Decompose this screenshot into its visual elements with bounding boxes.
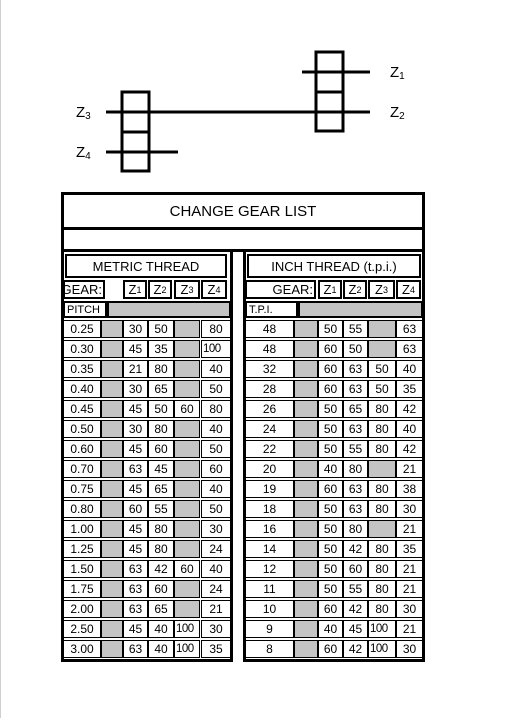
- inch-cell: 45: [343, 620, 368, 638]
- metric-cell: [101, 620, 123, 638]
- inch-cell: 16: [245, 520, 294, 538]
- metric-cell: 63: [123, 460, 148, 478]
- inch-cell: 50: [318, 580, 343, 598]
- inch-cell: 80: [343, 520, 368, 538]
- metric-cell: [174, 460, 200, 478]
- metric-cell: 45: [123, 440, 148, 458]
- inch-cell: 38: [396, 480, 423, 498]
- metric-cell: 30: [123, 420, 148, 438]
- inch-cell: 60: [318, 360, 343, 378]
- metric-cell: [101, 580, 123, 598]
- inch-cell: 63: [396, 320, 423, 338]
- metric-cell: 63: [123, 640, 148, 658]
- inch-cell: [294, 560, 318, 578]
- inch-cell: 48: [245, 320, 294, 338]
- inch-cell: [294, 460, 318, 478]
- metric-cell: [101, 340, 123, 358]
- inch-cell: [294, 500, 318, 518]
- metric-gear-label: GEAR:: [63, 280, 105, 299]
- inch-gear-col-z1: Z 1: [318, 280, 342, 299]
- inch-cell: [294, 360, 318, 378]
- label-z2: $Z_2$: [390, 104, 405, 122]
- inch-gear-col-z4: Z 4: [396, 280, 421, 299]
- metric-cell: 40: [148, 640, 174, 658]
- metric-cell: 45: [123, 400, 148, 418]
- metric-cell: 1.50: [63, 560, 101, 578]
- metric-cell: 0.40: [63, 380, 101, 398]
- metric-cell: [101, 480, 123, 498]
- inch-cell: 80: [368, 580, 396, 598]
- inch-cell: 50: [318, 400, 343, 418]
- metric-cell: 50: [201, 380, 231, 398]
- metric-cell: [101, 540, 123, 558]
- inch-cell: 42: [343, 600, 368, 618]
- inch-cell: [294, 620, 318, 638]
- inch-cell: [294, 520, 318, 538]
- metric-cell: 80: [148, 420, 174, 438]
- metric-cell: [174, 360, 200, 378]
- inch-cell: 80: [368, 420, 396, 438]
- inch-cell: 50: [318, 520, 343, 538]
- metric-grey-band: [107, 301, 231, 318]
- metric-cell: [101, 460, 123, 478]
- metric-cell: 80: [148, 360, 174, 378]
- metric-cell: 45: [123, 620, 148, 638]
- inch-cell: [294, 420, 318, 438]
- inch-cell: 40: [318, 460, 343, 478]
- inch-cell: 40: [318, 620, 343, 638]
- inch-cell: [294, 600, 318, 618]
- inch-cell: [294, 440, 318, 458]
- inch-cell: 50: [318, 560, 343, 578]
- metric-cell: 65: [148, 380, 174, 398]
- label-z1: $Z_1$: [390, 64, 405, 82]
- metric-cell: [174, 440, 200, 458]
- inch-cell: 60: [318, 340, 343, 358]
- inch-cell: 42: [396, 400, 423, 418]
- inch-cell: 60: [318, 600, 343, 618]
- inch-cell: 80: [368, 560, 396, 578]
- inch-grey-band: [298, 301, 423, 318]
- metric-cell: 63: [123, 560, 148, 578]
- metric-cell: 24: [201, 540, 231, 558]
- metric-cell: 63: [123, 580, 148, 598]
- inch-cell: [294, 580, 318, 598]
- metric-cell: 40: [201, 560, 231, 578]
- inch-cell: 32: [245, 360, 294, 378]
- inch-cell: 42: [343, 540, 368, 558]
- inch-cell: 63: [343, 360, 368, 378]
- inch-cell: 9: [245, 620, 294, 638]
- inch-cell: 40: [396, 420, 423, 438]
- metric-cell: 60: [123, 500, 148, 518]
- metric-cell: 65: [148, 480, 174, 498]
- table-spacer: [61, 230, 425, 252]
- inch-cell: 21: [396, 580, 423, 598]
- metric-cell: 0.70: [63, 460, 101, 478]
- inch-cell: 50: [318, 440, 343, 458]
- inch-cell: 42: [396, 440, 423, 458]
- inch-cell: 60: [343, 560, 368, 578]
- metric-cell: 0.35: [63, 360, 101, 378]
- inch-cell: 21: [396, 520, 423, 538]
- inch-thread-header: INCH THREAD (t.p.i.): [247, 254, 421, 278]
- inch-cell: [294, 400, 318, 418]
- metric-cell: 60: [174, 560, 200, 578]
- metric-cell: [101, 600, 123, 618]
- metric-cell: 50: [148, 320, 174, 338]
- metric-cell: [174, 580, 200, 598]
- metric-cell: [101, 360, 123, 378]
- inch-row-label: T.P.I.: [245, 301, 298, 318]
- metric-cell: 0.60: [63, 440, 101, 458]
- inch-cell: 50: [318, 420, 343, 438]
- metric-cell: 35: [148, 340, 174, 358]
- metric-cell: 80: [148, 520, 174, 538]
- inch-cell: [368, 320, 396, 338]
- metric-cell: 0.50: [63, 420, 101, 438]
- metric-cell: 24: [201, 580, 231, 598]
- inch-cell: 63: [396, 340, 423, 358]
- metric-cell: 3.00: [63, 640, 101, 658]
- metric-thread-header: METRIC THREAD: [65, 254, 227, 278]
- metric-cell: 30: [123, 380, 148, 398]
- metric-cell: 1.00: [63, 520, 101, 538]
- inch-cell: 55: [343, 440, 368, 458]
- metric-cell: [174, 540, 200, 558]
- inch-cell: 35: [396, 380, 423, 398]
- inch-cell: 12: [245, 560, 294, 578]
- inch-cell: 26: [245, 400, 294, 418]
- inch-cell: 63: [343, 480, 368, 498]
- metric-cell: 0.30: [63, 340, 101, 358]
- metric-cell: 45: [123, 480, 148, 498]
- inch-cell: 30: [396, 500, 423, 518]
- inch-cell: 50: [368, 360, 396, 378]
- inch-gear-col-z2: Z 2: [343, 280, 367, 299]
- inch-cell: 50: [368, 380, 396, 398]
- inch-cell: [294, 380, 318, 398]
- inch-cell: 80: [368, 500, 396, 518]
- inch-cell: 11: [245, 580, 294, 598]
- metric-cell: 65: [148, 600, 174, 618]
- label-z3: $Z_3$: [76, 104, 91, 122]
- inch-cell: 48: [245, 340, 294, 358]
- metric-cell: 60: [148, 440, 174, 458]
- metric-cell: [174, 340, 200, 358]
- metric-cell: 0.45: [63, 400, 101, 418]
- inch-cell: [294, 640, 318, 658]
- metric-cell: 30: [201, 520, 231, 538]
- metric-cell: [101, 440, 123, 458]
- metric-cell: 2.50: [63, 620, 101, 638]
- metric-cell: 100: [201, 340, 231, 358]
- inch-cell: 65: [343, 400, 368, 418]
- inch-cell: 55: [343, 320, 368, 338]
- metric-cell: [174, 480, 200, 498]
- metric-cell: 100: [174, 620, 200, 638]
- inch-cell: 80: [368, 400, 396, 418]
- metric-cell: 21: [123, 360, 148, 378]
- inch-cell: 24: [245, 420, 294, 438]
- metric-cell: 2.00: [63, 600, 101, 618]
- inch-cell: 63: [343, 420, 368, 438]
- metric-cell: 80: [201, 320, 231, 338]
- inch-cell: 80: [368, 440, 396, 458]
- inch-cell: 10: [245, 600, 294, 618]
- metric-row-label: PITCH: [63, 301, 107, 318]
- metric-cell: 60: [174, 400, 200, 418]
- inch-gear-label: GEAR:: [245, 280, 316, 299]
- inch-cell: 50: [318, 320, 343, 338]
- metric-cell: 0.25: [63, 320, 101, 338]
- inch-cell: 80: [343, 460, 368, 478]
- metric-cell: [174, 420, 200, 438]
- inch-cell: 100: [368, 640, 396, 658]
- inch-cell: 55: [343, 580, 368, 598]
- inch-cell: [294, 340, 318, 358]
- metric-cell: 42: [148, 560, 174, 578]
- inch-cell: 40: [396, 360, 423, 378]
- metric-gear-col-z4: Z 4: [201, 280, 227, 299]
- metric-cell: [174, 320, 200, 338]
- metric-cell: [101, 640, 123, 658]
- inch-cell: [294, 540, 318, 558]
- inch-cell: 30: [396, 600, 423, 618]
- metric-cell: 30: [123, 320, 148, 338]
- metric-cell: 55: [148, 500, 174, 518]
- inch-cell: [368, 340, 396, 358]
- metric-cell: 45: [123, 340, 148, 358]
- inch-cell: 20: [245, 460, 294, 478]
- metric-cell: 50: [201, 500, 231, 518]
- inch-cell: 60: [318, 640, 343, 658]
- inch-cell: 21: [396, 460, 423, 478]
- inch-cell: 8: [245, 640, 294, 658]
- inch-cell: 28: [245, 380, 294, 398]
- metric-cell: 50: [201, 440, 231, 458]
- metric-cell: 40: [201, 480, 231, 498]
- inch-cell: [368, 520, 396, 538]
- metric-cell: 100: [174, 640, 200, 658]
- inch-gear-col-z3: Z 3: [368, 280, 395, 299]
- inch-cell: 80: [368, 480, 396, 498]
- inch-cell: 21: [396, 560, 423, 578]
- metric-gear-col-z2: Z 2: [148, 280, 172, 299]
- inch-cell: 80: [368, 600, 396, 618]
- inch-cell: 22: [245, 440, 294, 458]
- inch-cell: [294, 320, 318, 338]
- inch-cell: [368, 460, 396, 478]
- metric-cell: [101, 320, 123, 338]
- inch-cell: 42: [343, 640, 368, 658]
- inch-cell: 63: [343, 380, 368, 398]
- metric-cell: 0.80: [63, 500, 101, 518]
- metric-cell: 50: [148, 400, 174, 418]
- metric-cell: [101, 400, 123, 418]
- metric-cell: [101, 560, 123, 578]
- metric-cell: 21: [201, 600, 231, 618]
- metric-cell: 40: [148, 620, 174, 638]
- metric-cell: [174, 500, 200, 518]
- inch-cell: 35: [396, 540, 423, 558]
- inch-cell: 63: [343, 500, 368, 518]
- inch-cell: 100: [368, 620, 396, 638]
- metric-gear-col-z1: Z 1: [123, 280, 147, 299]
- table-title: CHANGE GEAR LIST: [61, 192, 425, 230]
- metric-cell: [101, 380, 123, 398]
- inch-cell: [294, 480, 318, 498]
- metric-cell: 35: [201, 640, 231, 658]
- inch-cell: 21: [396, 620, 423, 638]
- metric-cell: 1.25: [63, 540, 101, 558]
- inch-cell: 50: [318, 540, 343, 558]
- inch-cell: 19: [245, 480, 294, 498]
- inch-cell: 30: [396, 640, 423, 658]
- metric-cell: 40: [201, 420, 231, 438]
- inch-cell: 60: [318, 480, 343, 498]
- metric-cell: [174, 380, 200, 398]
- inch-cell: 14: [245, 540, 294, 558]
- metric-cell: 80: [148, 540, 174, 558]
- metric-cell: 45: [123, 540, 148, 558]
- inch-cell: 50: [343, 340, 368, 358]
- metric-cell: 30: [201, 620, 231, 638]
- metric-cell: 0.75: [63, 480, 101, 498]
- inch-cell: 50: [318, 500, 343, 518]
- metric-cell: [101, 520, 123, 538]
- metric-cell: [174, 600, 200, 618]
- metric-cell: 40: [201, 360, 231, 378]
- metric-cell: 80: [201, 400, 231, 418]
- metric-cell: 45: [123, 520, 148, 538]
- metric-cell: 63: [123, 600, 148, 618]
- metric-cell: [174, 520, 200, 538]
- inch-cell: 80: [368, 540, 396, 558]
- metric-cell: [101, 500, 123, 518]
- inch-cell: 60: [318, 380, 343, 398]
- metric-cell: 1.75: [63, 580, 101, 598]
- label-z4: $Z_4$: [76, 144, 91, 162]
- metric-cell: 60: [201, 460, 231, 478]
- metric-cell: 60: [148, 580, 174, 598]
- inch-cell: 18: [245, 500, 294, 518]
- metric-gear-col-z3: Z 3: [174, 280, 200, 299]
- metric-cell: 45: [148, 460, 174, 478]
- metric-cell: [101, 420, 123, 438]
